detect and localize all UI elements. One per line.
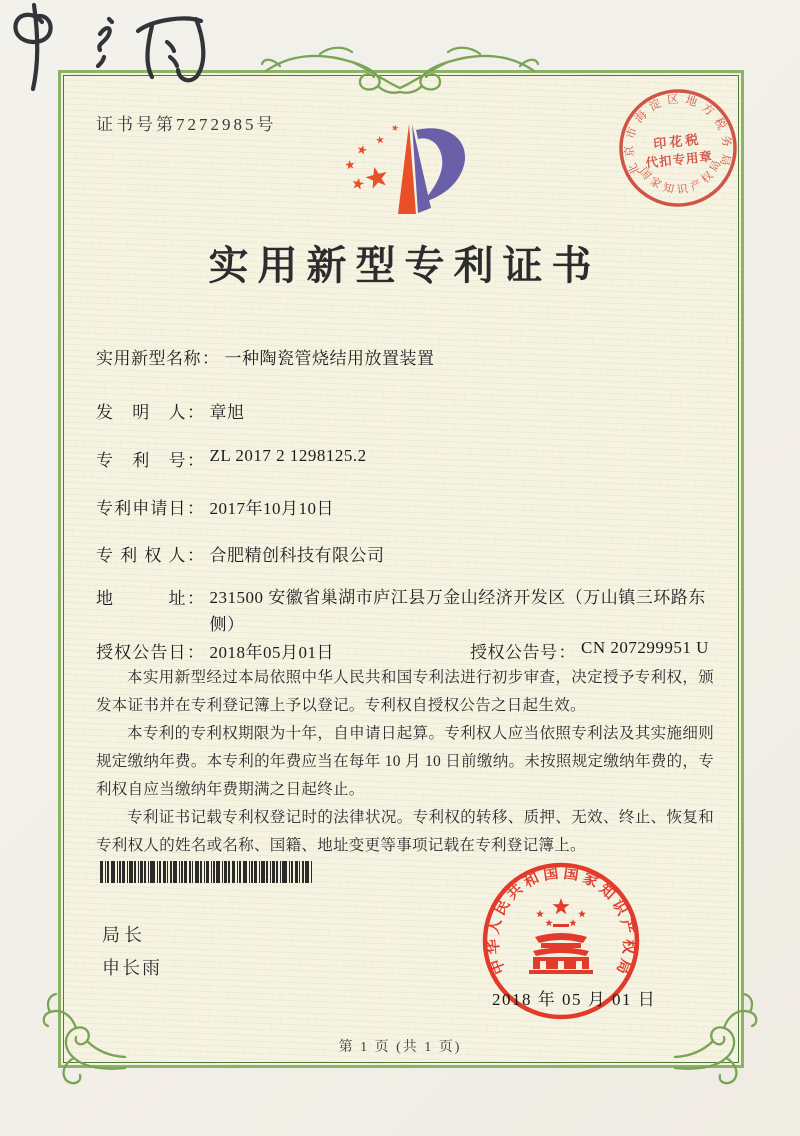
certificate-title: 实用新型专利证书 (208, 243, 601, 288)
svg-text:局: 局 (612, 956, 634, 977)
tax-stamp-line2: 代扣专用章 (644, 149, 714, 171)
field-row-inventor: 发明人 ： 章旭 (96, 398, 245, 423)
svg-text:识: 识 (608, 897, 630, 919)
svg-text:海: 海 (632, 108, 650, 126)
svg-text:和: 和 (521, 870, 543, 892)
svg-text:家: 家 (579, 870, 601, 892)
svg-text:国: 国 (542, 865, 560, 884)
svg-text:知: 知 (661, 181, 676, 196)
field-value: 231500 安徽省巢湖市庐江县万金山经济开发区（万山镇三环路东侧） (209, 588, 706, 634)
svg-text:中: 中 (488, 956, 510, 977)
svg-text:区: 区 (666, 93, 680, 107)
svg-text:北: 北 (626, 161, 643, 177)
top-flourish-ornament (260, 44, 540, 100)
svg-text:产: 产 (616, 917, 636, 936)
field-row-patentee: 专利权人 ： 合肥精创科技有限公司 (96, 541, 385, 566)
tax-stamp-line1: 印花税 (652, 131, 702, 152)
svg-text:局: 局 (707, 158, 724, 174)
field-row-address: 地址 ： 231500 安徽省巢湖市庐江县万金山经济开发区（万山镇三环路东侧） (96, 584, 715, 638)
svg-text:务: 务 (718, 134, 733, 148)
director-name: 申长雨 (102, 958, 162, 978)
grant-number-label: 授权公告号 (470, 643, 558, 662)
svg-text:局: 局 (717, 152, 732, 167)
svg-text:方: 方 (699, 101, 716, 119)
certificate-number: 证书号第7272985号 (96, 115, 277, 134)
field-value: 合肥精创科技有限公司 (209, 546, 385, 565)
legal-paragraph-2: 本专利的专利权期限为十年，自申请日起算。专利权人应当依照专利法及其实施细则规定缴纳年费。本专利的年费应当在每年 10 月 10 日前缴纳。未按照规定缴纳年费的，专利权自应当缴纳年费期满之日起终止。 (96, 725, 714, 798)
svg-text:京: 京 (623, 145, 637, 158)
national-emblem-icon (529, 898, 593, 974)
cnipa-logo-icon (338, 120, 488, 232)
svg-text:权: 权 (699, 169, 716, 187)
grant-number-value: CN 207299951 U (581, 638, 709, 657)
svg-text:家: 家 (647, 175, 664, 192)
svg-text:华: 华 (485, 938, 503, 955)
field-value: 一种陶瓷管烧结用放置装置 (224, 349, 435, 368)
field-value: 2018年05月01日 (209, 643, 334, 662)
field-label: 发明人 (96, 403, 186, 422)
svg-text:民: 民 (492, 897, 514, 919)
field-label: 专利权人 (96, 546, 186, 565)
grant-number-group: 授权公告号 ： CN 207299951 U (470, 638, 709, 662)
legal-paragraph-1: 本实用新型经过本局依照中华人民共和国专利法进行初步审查，决定授予专利权，颁发本证书并在专利登记簿上予以登记。专利权自授权公告之日起生效。 (96, 669, 714, 714)
field-row-filing-date: 专利申请日 ： 2017年10月10日 (96, 494, 334, 519)
svg-text:识: 识 (676, 183, 689, 197)
seal-date: 2018 年 05 月 01 日 (492, 990, 657, 1009)
footer-page-number: 第 1 页 (共 1 页) (338, 1040, 462, 1055)
svg-text:淀: 淀 (647, 97, 664, 114)
svg-text:税: 税 (711, 116, 728, 132)
svg-text:权: 权 (619, 938, 637, 955)
field-label: 实用新型名称 (96, 349, 201, 368)
field-label: 授权公告日 (96, 643, 186, 662)
field-value: ZL 2017 2 1298125.2 (209, 446, 367, 465)
tax-stamp-seal (614, 84, 742, 212)
field-value: 2017年10月10日 (209, 499, 334, 518)
svg-text:国: 国 (636, 165, 654, 182)
barcode-image (100, 861, 312, 883)
field-row-patent-no: 专利号 ： ZL 2017 2 1298125.2 (96, 446, 367, 470)
field-label: 专利申请日 (96, 499, 186, 518)
field-label: 专利号 (96, 451, 186, 470)
legal-paragraph-3: 专利证书记载专利权登记时的法律状况。专利权的转移、质押、无效、终止、恢复和专利权人的姓名或名称、国籍、地址变更等事项记载在专利登记簿上。 (96, 809, 714, 854)
svg-text:地: 地 (684, 94, 699, 110)
field-label: 地址 (96, 589, 186, 608)
field-value: 章旭 (209, 403, 245, 422)
svg-text:国: 国 (562, 865, 580, 884)
svg-text:知: 知 (595, 881, 618, 904)
director-title: 局长 (102, 925, 146, 945)
legal-text (96, 664, 714, 860)
field-row-grant: 授权公告日 ： 2018年05月01日 授权公告号 ： CN 207299951 U (96, 638, 709, 662)
svg-text:产: 产 (688, 178, 704, 194)
field-row-name: 实用新型名称 ： 一种陶瓷管烧结用放置装置 (96, 344, 435, 369)
svg-text:市: 市 (624, 125, 640, 141)
svg-text:人: 人 (486, 917, 506, 936)
director-signature (0, 0, 220, 95)
svg-text:共: 共 (504, 881, 527, 904)
